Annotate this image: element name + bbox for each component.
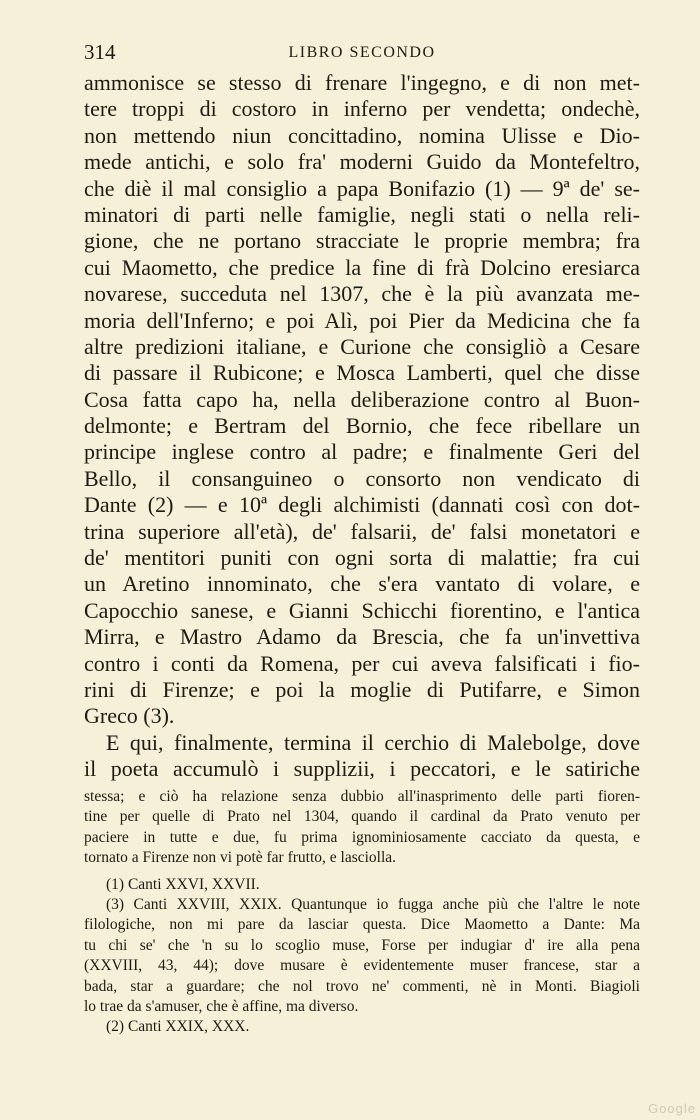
text-line: ammonisce se stesso di frenare l'ingegno, e di non met-	[84, 70, 640, 95]
footnote-line: tu chi se' che 'n su lo scoglio muse, Forse per indugiar d' ire alla pena	[84, 936, 640, 954]
text-line: Mirra, e Mastro Adamo da Brescia, che fa un'invettiva	[84, 624, 640, 650]
text-line: di passare il Rubicone; e Mosca Lamberti, quel che disse	[84, 360, 640, 386]
text-line: E qui, finalmente, termina il cerchio di Malebolge, dove	[106, 729, 640, 755]
text-line: delmonte; e Bertram del Bornio, che fece ribellare un	[84, 413, 640, 439]
text-line: cui Maometto, che predice la fine di frà Dolcino eresiarca	[84, 254, 640, 280]
text-line: minatori di parti nelle famiglie, negli stati o nella reli-	[84, 201, 640, 227]
text-line: rini di Firenze; e poi la moglie di Putifarre, e Simon	[84, 676, 640, 702]
text-line: Capocchio sanese, e Gianni Schicchi fiorentino, e l'antica	[84, 597, 640, 623]
text-line: trina superiore all'età), de' falsarii, de' falsi monetatori e	[84, 518, 640, 544]
text-line: principe inglese contro al padre; e finalmente Geri del	[84, 439, 640, 465]
footnote-3: (3) Canti XXVIII, XXIX. Quantunque io fugga anche più che l'altre le note	[106, 895, 640, 913]
footnote-line: lo trae da s'amuser, che è affine, ma diverso.	[84, 997, 359, 1015]
text-line: altre predizioni italiane, e Curione che consigliò a Cesare	[84, 333, 640, 359]
text-line: un Aretino innominato, che s'era vantato di volare, e	[84, 571, 640, 597]
text-line: Greco (3).	[84, 703, 175, 729]
footnotes	[84, 787, 640, 1038]
text-line: tere troppi di costoro in inferno per vendetta; ondechè,	[84, 96, 640, 122]
footnote-2: (2) Canti XXIX, XXX.	[106, 1018, 250, 1036]
footnote-line: filologiche, non mi pare da lasciar questa. Dice Maometto a Dante: Ma	[84, 916, 640, 934]
text-line: gione, che ne portano stracciate le proprie membra; fra	[84, 228, 640, 254]
running-title: LIBRO SECONDO	[288, 44, 436, 61]
main-text	[84, 70, 640, 783]
text-line: moria dell'Inferno; e poi Alì, poi Pier da Medicina che fa	[84, 307, 640, 333]
text-line: de' mentitori puniti con ogni sorta di malattie; fra cui	[84, 545, 640, 571]
text-line: Dante (2) — e 10ª degli alchimisti (dannati così con dot-	[84, 492, 640, 518]
text-line: contro i conti da Romena, per cui aveva falsificati i fio-	[84, 650, 640, 676]
text-line: novarese, succeduta nel 1307, che è la più avanzata me-	[84, 281, 640, 307]
page-number: 314	[84, 40, 116, 64]
watermark: Google	[648, 1101, 696, 1116]
text-line: che diè il mal consiglio a papa Bonifazio (1) — 9ª de' se-	[84, 175, 640, 201]
text-line: il poeta accumulò i supplizii, i peccatori, e le satiriche	[84, 756, 640, 782]
footnote-1: (1) Canti XXVI, XXVII.	[106, 875, 260, 893]
footnote-line: tine per quelle di Prato nel 1304, quando il cardinal da Prato venuto per	[84, 808, 640, 826]
footnote-line: tornato a Firenze non vi potè far frutto, e lasciolla.	[84, 849, 397, 867]
footnote-line: bada, star a guardare; che nol trovo ne' commenti, nè in Monti. Biagioli	[84, 977, 640, 995]
text-line: non mettendo niun concittadino, nomina Ulisse e Dio-	[84, 122, 640, 148]
text-line: Bello, il consanguineo o consorto non vendicato di	[84, 465, 640, 491]
footnote-line: paciere in tutte e due, fu prima ignominiosamente cacciato da questa, e	[84, 828, 640, 846]
running-head	[84, 40, 640, 68]
text-line: Cosa fatta capo ha, nella deliberazione contro al Buon-	[84, 386, 640, 412]
footnote-line: (XXVIII, 43, 44); dove musare è evidentemente muser francese, star a	[84, 957, 640, 975]
footnote-line: stessa; e ciò ha relazione senza dubbio all'inasprimento delle parti fioren-	[84, 788, 640, 805]
text-line: mede antichi, e solo fra' moderni Guido da Montefeltro,	[84, 149, 640, 175]
